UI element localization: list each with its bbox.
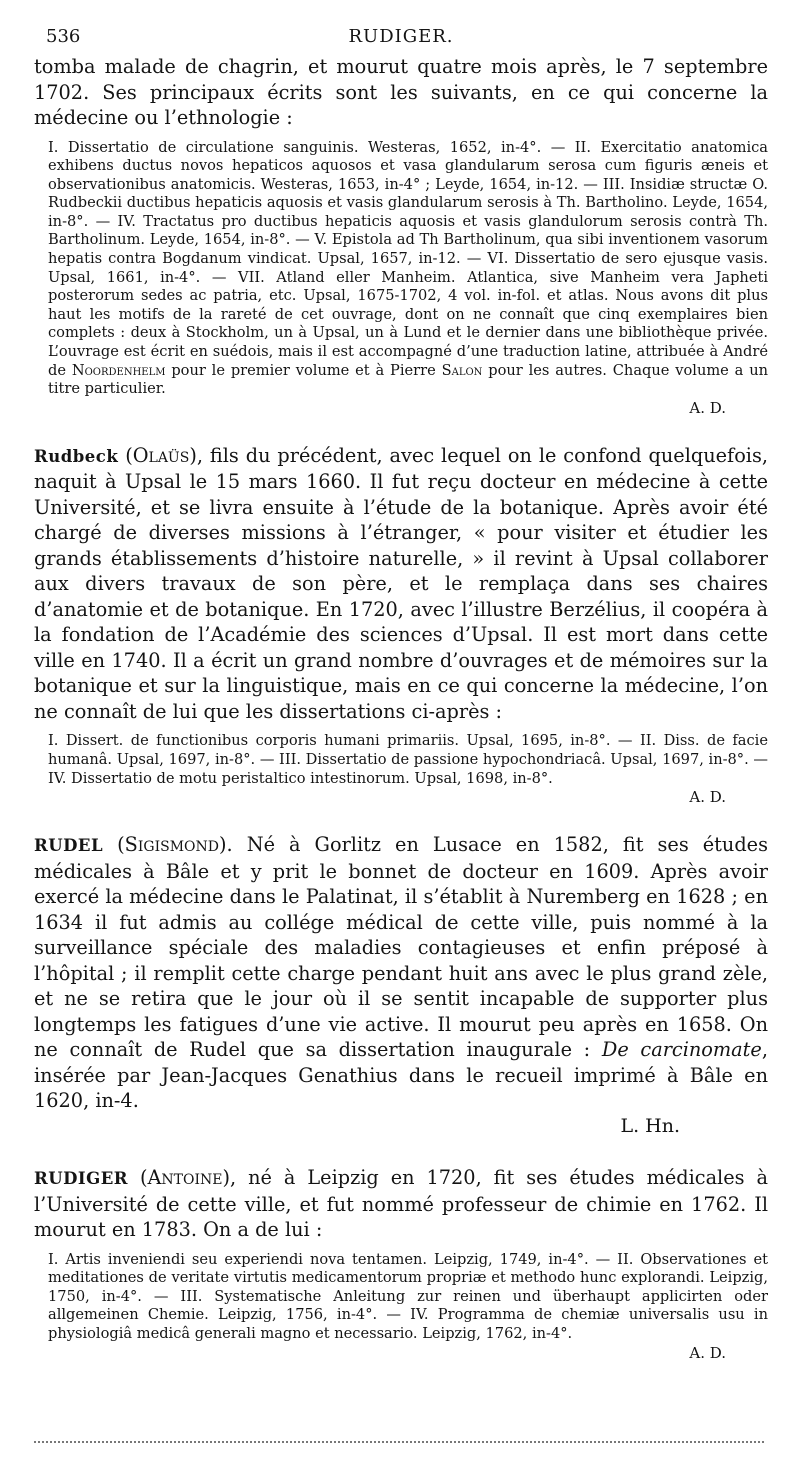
bibliography-text: I. Artis inveniendi seu experiendi nova tentamen. Leipzig, 1749, in-4°. — II. Observationes et meditationes de veritate virtutis medicamentorum propriæ et methodo hunc explorandi. Leipzig, 1750, in-4°. — III. Systematische Anleitung zur reinen und überhaupt applicirten oder allgemeinen Chemie. Leipzig, 1756, in-4°. — IV. Programma de chemiæ universalis usu in physiologiâ medicâ generali magno et necessario. Leipzig, 1762, in-4°. xyxy=(48,1250,768,1342)
translator-name: Salon xyxy=(441,361,483,379)
author-signature: L. Hn. xyxy=(620,1114,680,1137)
bibliography-text: I. Dissert. de functionibus corporis humani primariis. Upsal, 1695, in-8°. — II. Diss. de facie humanâ. Upsal, 1697, in-8°. — III. Dissertatio de passione hypochondriacâ. Upsal, 1697, in-8°. — IV. Dissertatio de motu peristaltico intestinorum. Upsal, 1698, in-8°. xyxy=(48,732,768,787)
author-signature: A. D. xyxy=(689,788,726,807)
entry-forename: (Antoine) xyxy=(139,1166,231,1190)
entry-forename: (Sigismond). xyxy=(117,833,233,857)
entry-headword: RUDEL xyxy=(34,836,104,856)
work-title: De carcinomate xyxy=(601,1038,762,1062)
page-number: 536 xyxy=(46,26,81,47)
bibliography-rudbeck-olof xyxy=(34,139,768,417)
dictionary-page xyxy=(34,22,768,1362)
entry-forename: (Olaüs) xyxy=(125,443,197,467)
entry-headword: Rudbeck xyxy=(34,446,119,466)
entry-rudbeck-olaus xyxy=(34,443,768,725)
author-signature: A. D. xyxy=(689,398,726,417)
entry-rudel xyxy=(34,832,768,1139)
entry-text: RUDEL (Sigismond). Né à Gorlitz en Lusace en 1582, fit ses études médicales à Bâle et y prit le bonnet de docteur en 1609. Après avoir exercé la médecine dans le Palatinat, il s’établit à Nuremberg en 1628 ; en 1634 il fut admis au collége médical de cette ville, puis nommé à la surveillance spéciale des maladies contagieuses et enfin préposé à l’hôpital ; il remplit cette charge pendant huit ans avec le plus grand zèle, et ne se retira que le jour où il se sentit incapable de supporter plus longtemps les fatigues d’une vie active. Il mourut peu après en 1658. On ne connaît de Rudel que sa dissertation inaugurale : De carcinomate, insérée par Jean-Jacques Genathius dans le recueil imprimé à Bâle en 1620, in-4. xyxy=(34,833,768,1113)
page-header xyxy=(34,22,768,54)
entry-headword: RUDIGER xyxy=(34,1169,129,1189)
author-signature: A. D. xyxy=(689,1343,726,1362)
entry-text: Rudbeck (Olaüs), fils du précédent, avec lequel on le confond quelquefois, naquit à Upsal le 15 mars 1660. Il fut reçu docteur en médecine à cette Université, et se livra ensuite à l’étude de la botanique. Après avoir été chargé de diverses missions à l’étranger, « pour visiter et étudier les grands établissements d’histoire naturelle, » il revint à Upsal collaborer aux divers travaux de son père, et le remplaça dans ses chaires d’anatomie et de botanique. En 1720, avec l’illustre Berzélius, il coopéra à la fondation de l’Académie des sciences d’Upsal. Il est mort dans cette ville en 1740. Il a écrit un grand nombre d’ouvrages et de mémoires sur la botanique et sur la linguistique, mais en ce qui concerne la médecine, l’on ne connaît de lui que les dissertations ci-après : xyxy=(34,443,768,723)
bibliography-rudbeck-olaus xyxy=(34,732,768,806)
running-title: RUDIGER. xyxy=(348,26,454,47)
entry-text: tomba malade de chagrin, et mourut quatre mois après, le 7 septembre 1702. Ses principaux écrits sont les suivants, en ce qui concerne la médecine ou l’ethnologie : xyxy=(34,55,768,129)
entry-rudbeck-olof-continuation xyxy=(34,54,768,131)
footer-rule xyxy=(34,1441,764,1443)
bibliography-text: I. Dissertatio de circulatione sanguinis. Westeras, 1652, in-4°. — II. Exercitatio anatomica exhibens ductus novos hepaticos aquosos et vasa glandularum serosa cum figuris æneis et observationibus anatomicis. Westeras, 1653, in-4° ; Leyde, 1654, in-12. — III. Insidiæ structæ O. Rudbeckii ductibus hepaticis aquosis et vasis glandularum serosis à Th. Bartholino. Leyde, 1654, in-8°. — IV. Tractatus pro ductibus hepaticis aquosis et vasis glandulorum serosis contrà Th. Bartholinum. Leyde, 1654, in-8°. — V. Epistola ad Th Bartholinum, qua sibi inventionem vasorum hepatis contra Bogdanum vindicat. Upsal, 1657, in-12. — VI. Dissertatio de sero ejusque vasis. Upsal, 1661, in-4°. — VII. Atland eller Manheim. Atlantica, sive Manheim vera Japheti posterorum sedes ac patria, etc. Upsal, 1675-1702, 4 vol. in-fol. et atlas. Nous avons dit plus haut les motifs de la rareté de cet ouvrage, dont on ne connaît que cinq exemplaires bien complets : deux à Stockholm, un à Upsal, un à Lund et le dernier dans une bibliothèque privée. L’ouvrage est écrit en suédois, mais il est accompagné d’une traduction latine, attribuée à André de Noordenhelm pour le premier volume et à Pierre Salon pour les autres. Chaque volume a un titre particulier. xyxy=(48,138,769,398)
entry-text: RUDIGER (Antoine), né à Leipzig en 1720, fit ses études médicales à l’Université de cette ville, et fut nommé professeur de chimie en 1762. Il mourut en 1783. On a de lui : xyxy=(34,1166,768,1242)
bibliography-rudiger xyxy=(34,1251,768,1362)
translator-name: Noordenhelm xyxy=(71,361,166,379)
entry-rudiger xyxy=(34,1165,768,1243)
